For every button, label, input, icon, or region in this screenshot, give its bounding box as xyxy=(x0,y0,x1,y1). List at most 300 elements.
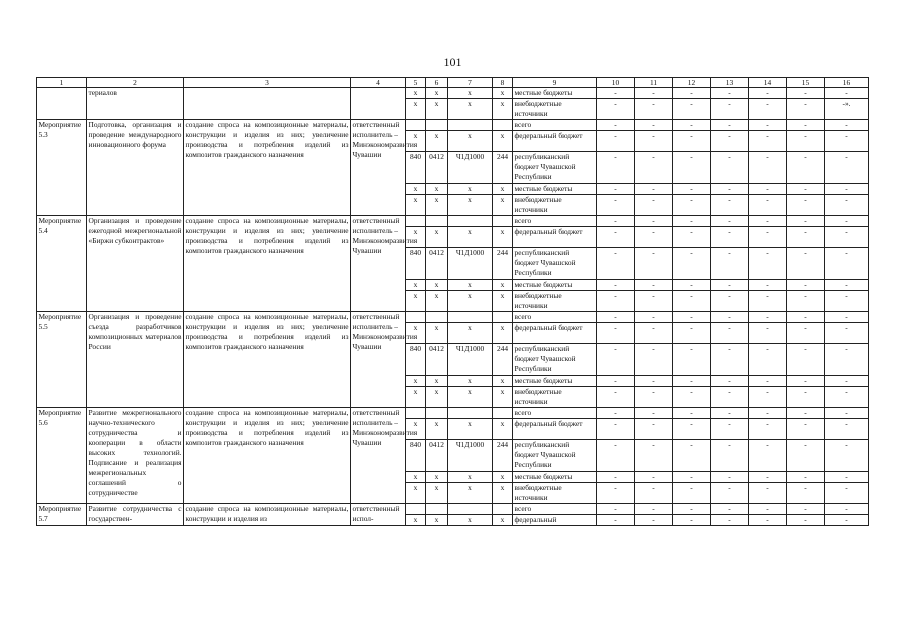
measure-label-cell xyxy=(37,88,87,120)
funding-value-cell: - xyxy=(825,291,869,312)
budget-code-cell xyxy=(406,312,426,323)
funding-value-cell: - xyxy=(711,99,749,120)
funding-value-cell: - xyxy=(635,419,673,440)
funding-source-cell: внебюджетные источники xyxy=(513,483,597,504)
expected-result-cell: создание спроса на композиционные материалы, конструкции и изделия из них; увеличение производства и потребления изделий из композитов гражданского назначения xyxy=(184,120,351,216)
funding-source-cell: внебюджетные источники xyxy=(513,99,597,120)
budget-code-cell: х xyxy=(493,376,513,387)
expected-result-cell: создание спроса на композиционные материалы, конструкции и изделия из xyxy=(184,504,351,526)
budget-code-cell: х xyxy=(493,184,513,195)
funding-source-cell: внебюджетные источники xyxy=(513,387,597,408)
funding-source-cell: федеральный бюджет xyxy=(513,131,597,152)
funding-value-cell: - xyxy=(711,515,749,526)
funding-value-cell: - xyxy=(597,131,635,152)
funding-value-cell: - xyxy=(597,323,635,344)
budget-code-cell: х xyxy=(406,323,426,344)
budget-code-cell: х xyxy=(426,376,448,387)
funding-value-cell: - xyxy=(749,195,787,216)
column-number-cell: 10 xyxy=(597,78,635,88)
funding-value-cell: - xyxy=(825,131,869,152)
funding-value-cell: - xyxy=(597,483,635,504)
column-number-cell: 11 xyxy=(635,78,673,88)
funding-value-cell: - xyxy=(711,216,749,227)
funding-value-cell: - xyxy=(749,280,787,291)
funding-source-cell: республиканский бюджет Чувашской Республики xyxy=(513,248,597,280)
budget-code-cell xyxy=(426,216,448,227)
funding-value-cell: - xyxy=(749,344,787,376)
funding-value-cell: - xyxy=(711,312,749,323)
funding-value-cell: - xyxy=(787,408,825,419)
funding-value-cell: - xyxy=(749,184,787,195)
funding-source-cell: всего xyxy=(513,408,597,419)
funding-value-cell: - xyxy=(787,184,825,195)
budget-code-cell xyxy=(406,216,426,227)
funding-value-cell: - xyxy=(673,99,711,120)
measure-name-cell: Развитие сотрудничества с государствен- xyxy=(87,504,184,526)
funding-source-cell: местные бюджеты xyxy=(513,472,597,483)
funding-value-cell: - xyxy=(749,131,787,152)
funding-source-cell: республиканский бюджет Чувашской Республики xyxy=(513,344,597,376)
budget-code-cell: х xyxy=(426,419,448,440)
funding-value-cell: - xyxy=(825,376,869,387)
budget-code-cell xyxy=(406,504,426,515)
budget-code-cell: х xyxy=(448,88,493,99)
budget-code-cell: х xyxy=(448,131,493,152)
budget-code-cell: 244 xyxy=(493,344,513,376)
budget-code-cell: 244 xyxy=(493,248,513,280)
budget-code-cell: х xyxy=(426,195,448,216)
funding-value-cell: - xyxy=(825,152,869,184)
budget-code-cell: х xyxy=(406,227,426,248)
funding-value-cell: - xyxy=(635,227,673,248)
funding-value-cell: - xyxy=(787,323,825,344)
measure-label-cell: Мероприятие 5.5 xyxy=(37,312,87,408)
funding-value-cell: - xyxy=(597,472,635,483)
program-measures-table xyxy=(36,77,869,526)
funding-value-cell: - xyxy=(825,248,869,280)
funding-value-cell: - xyxy=(711,440,749,472)
budget-code-cell: 244 xyxy=(493,440,513,472)
budget-code-cell: х xyxy=(448,483,493,504)
measure-name-cell: териалов xyxy=(87,88,184,120)
budget-code-cell: х xyxy=(493,387,513,408)
budget-code-cell: х xyxy=(406,376,426,387)
funding-source-cell: федеральный бюджет xyxy=(513,227,597,248)
budget-code-cell xyxy=(448,408,493,419)
funding-value-cell: - xyxy=(711,184,749,195)
column-number-cell: 14 xyxy=(749,78,787,88)
budget-code-cell: х xyxy=(448,387,493,408)
measure-label-cell: Мероприятие 5.3 xyxy=(37,120,87,216)
budget-code-cell xyxy=(448,120,493,131)
funding-value-cell: - xyxy=(787,195,825,216)
funding-value-cell: - xyxy=(711,504,749,515)
funding-value-cell: - xyxy=(673,472,711,483)
funding-value-cell: - xyxy=(635,515,673,526)
funding-value-cell: - xyxy=(825,227,869,248)
funding-value-cell: - xyxy=(711,131,749,152)
funding-value-cell: - xyxy=(597,419,635,440)
budget-code-cell: х xyxy=(448,323,493,344)
funding-value-cell: - xyxy=(597,184,635,195)
funding-source-cell: местные бюджеты xyxy=(513,88,597,99)
funding-value-cell: - xyxy=(673,344,711,376)
funding-value-cell: - xyxy=(673,440,711,472)
funding-value-cell: - xyxy=(673,515,711,526)
expected-result-cell xyxy=(184,88,351,120)
table-row xyxy=(37,408,869,419)
column-number-cell: 8 xyxy=(493,78,513,88)
executor-cell: ответственный исполнитель – Минэкономразвития Чувашии xyxy=(351,120,406,216)
table-row xyxy=(37,88,869,99)
funding-value-cell: - xyxy=(749,88,787,99)
budget-code-cell: х xyxy=(426,515,448,526)
funding-value-cell: - xyxy=(825,312,869,323)
budget-code-cell: Ч1Д1000 xyxy=(448,152,493,184)
funding-value-cell: - xyxy=(787,387,825,408)
funding-value-cell: - xyxy=(597,344,635,376)
budget-code-cell: х xyxy=(448,376,493,387)
funding-value-cell: - xyxy=(825,483,869,504)
funding-source-cell: федеральный xyxy=(513,515,597,526)
funding-value-cell: - xyxy=(749,504,787,515)
budget-code-cell: х xyxy=(406,99,426,120)
budget-code-cell: х xyxy=(426,323,448,344)
funding-value-cell: - xyxy=(711,88,749,99)
budget-code-cell: х xyxy=(448,227,493,248)
funding-value-cell: - xyxy=(749,323,787,344)
budget-code-cell xyxy=(493,504,513,515)
column-number-cell: 15 xyxy=(787,78,825,88)
budget-code-cell: х xyxy=(406,280,426,291)
funding-value-cell: - xyxy=(825,216,869,227)
budget-code-cell: х xyxy=(493,515,513,526)
funding-value-cell: - xyxy=(749,419,787,440)
budget-code-cell: х xyxy=(406,387,426,408)
funding-source-cell: федеральный бюджет xyxy=(513,419,597,440)
funding-value-cell: - xyxy=(635,387,673,408)
funding-value-cell: - xyxy=(597,291,635,312)
budget-code-cell xyxy=(493,312,513,323)
funding-value-cell: - xyxy=(787,216,825,227)
budget-code-cell: х xyxy=(406,88,426,99)
budget-code-cell: х xyxy=(406,515,426,526)
budget-code-cell: х xyxy=(426,88,448,99)
executor-cell xyxy=(351,88,406,120)
funding-value-cell: - xyxy=(673,216,711,227)
column-number-cell: 13 xyxy=(711,78,749,88)
funding-value-cell: - xyxy=(825,419,869,440)
budget-code-cell: х xyxy=(448,99,493,120)
funding-value-cell: - xyxy=(711,376,749,387)
funding-value-cell: - xyxy=(635,376,673,387)
measure-label-cell: Мероприятие 5.7 xyxy=(37,504,87,526)
funding-value-cell: - xyxy=(825,120,869,131)
funding-value-cell: - xyxy=(787,483,825,504)
budget-code-cell: 0412 xyxy=(426,248,448,280)
measure-name-cell: Организация и проведение ежегодной межрегиональной «Биржи субконтрактов» xyxy=(87,216,184,312)
funding-value-cell: - xyxy=(635,483,673,504)
budget-code-cell xyxy=(426,504,448,515)
budget-code-cell xyxy=(406,120,426,131)
budget-code-cell: х xyxy=(448,291,493,312)
funding-value-cell: - xyxy=(749,99,787,120)
funding-value-cell: - xyxy=(635,120,673,131)
funding-source-cell: всего xyxy=(513,312,597,323)
budget-code-cell xyxy=(448,312,493,323)
column-number-cell: 3 xyxy=(184,78,351,88)
table-row xyxy=(37,216,869,227)
funding-source-cell: местные бюджеты xyxy=(513,280,597,291)
budget-code-cell: х xyxy=(493,227,513,248)
funding-value-cell: - xyxy=(825,88,869,99)
budget-code-cell: 0412 xyxy=(426,152,448,184)
funding-value-cell: - xyxy=(673,280,711,291)
funding-value-cell: - xyxy=(673,195,711,216)
funding-value-cell: - xyxy=(749,227,787,248)
funding-value-cell: - xyxy=(635,216,673,227)
budget-code-cell: х xyxy=(493,88,513,99)
page-number: 101 xyxy=(443,55,462,69)
funding-value-cell: - xyxy=(749,387,787,408)
budget-code-cell xyxy=(406,408,426,419)
budget-code-cell: 0412 xyxy=(426,344,448,376)
funding-value-cell: - xyxy=(673,131,711,152)
funding-value-cell: - xyxy=(711,408,749,419)
funding-source-cell: местные бюджеты xyxy=(513,184,597,195)
budget-code-cell: х xyxy=(406,419,426,440)
budget-code-cell: х xyxy=(406,131,426,152)
funding-value-cell: - xyxy=(749,376,787,387)
budget-code-cell: х xyxy=(448,419,493,440)
budget-code-cell: Ч1Д1000 xyxy=(448,440,493,472)
budget-code-cell: х xyxy=(493,195,513,216)
funding-value-cell: - xyxy=(597,387,635,408)
table-row xyxy=(37,504,869,515)
funding-value-cell: - xyxy=(825,515,869,526)
funding-value-cell: - xyxy=(673,152,711,184)
funding-value-cell: - xyxy=(825,195,869,216)
budget-code-cell: х xyxy=(426,280,448,291)
funding-value-cell: - xyxy=(635,312,673,323)
table-row xyxy=(37,120,869,131)
funding-value-cell: - xyxy=(787,515,825,526)
funding-value-cell: - xyxy=(673,387,711,408)
funding-value-cell: - xyxy=(597,515,635,526)
funding-value-cell: - xyxy=(597,248,635,280)
funding-value-cell: - xyxy=(787,88,825,99)
funding-value-cell: - xyxy=(597,195,635,216)
funding-value-cell: - xyxy=(787,376,825,387)
funding-value-cell: - xyxy=(711,280,749,291)
funding-value-cell: - xyxy=(597,99,635,120)
funding-value-cell: - xyxy=(787,248,825,280)
funding-value-cell: - xyxy=(673,419,711,440)
funding-value-cell: - xyxy=(749,216,787,227)
budget-code-cell: 840 xyxy=(406,344,426,376)
funding-value-cell: - xyxy=(749,472,787,483)
budget-code-cell xyxy=(493,408,513,419)
budget-code-cell: х xyxy=(493,280,513,291)
funding-source-cell: всего xyxy=(513,504,597,515)
funding-value-cell: - xyxy=(787,291,825,312)
column-number-cell: 6 xyxy=(426,78,448,88)
funding-value-cell: - xyxy=(787,419,825,440)
executor-cell: ответственный исполнитель – Минэкономразвития Чувашии xyxy=(351,216,406,312)
column-number-cell: 5 xyxy=(406,78,426,88)
funding-value-cell: - xyxy=(673,483,711,504)
funding-value-cell: - xyxy=(749,291,787,312)
funding-value-cell: - xyxy=(711,387,749,408)
funding-value-cell: - xyxy=(597,216,635,227)
executor-cell: ответственный исполнитель – Минэкономразвития Чувашии xyxy=(351,408,406,504)
funding-value-cell: - xyxy=(825,280,869,291)
funding-value-cell: - xyxy=(673,248,711,280)
funding-value-cell: - xyxy=(711,323,749,344)
budget-code-cell: х xyxy=(426,227,448,248)
funding-value-cell: - xyxy=(673,323,711,344)
funding-source-cell: всего xyxy=(513,120,597,131)
table-row xyxy=(37,312,869,323)
budget-code-cell: х xyxy=(493,131,513,152)
column-number-cell: 9 xyxy=(513,78,597,88)
funding-value-cell: - xyxy=(673,376,711,387)
budget-code-cell: х xyxy=(426,291,448,312)
funding-source-cell: внебюджетные источники xyxy=(513,291,597,312)
measure-name-cell: Организация и проведение съезда разработчиков композиционных материалов России xyxy=(87,312,184,408)
funding-value-cell: - xyxy=(597,88,635,99)
funding-value-cell: - xyxy=(635,152,673,184)
funding-value-cell: - xyxy=(825,387,869,408)
funding-value-cell: - xyxy=(673,120,711,131)
budget-code-cell: 840 xyxy=(406,440,426,472)
funding-value-cell: - xyxy=(597,227,635,248)
funding-value-cell: - xyxy=(597,312,635,323)
budget-code-cell: х xyxy=(426,99,448,120)
funding-value-cell: - xyxy=(635,472,673,483)
funding-value-cell: - xyxy=(673,184,711,195)
funding-value-cell: - xyxy=(787,280,825,291)
budget-code-cell: х xyxy=(406,195,426,216)
funding-value-cell: - xyxy=(787,344,825,376)
funding-value-cell: - xyxy=(635,195,673,216)
funding-source-cell: республиканский бюджет Чувашской Республики xyxy=(513,440,597,472)
budget-code-cell: х xyxy=(493,483,513,504)
column-number-cell: 12 xyxy=(673,78,711,88)
budget-code-cell: х xyxy=(493,323,513,344)
funding-value-cell: - xyxy=(597,152,635,184)
funding-value-cell: - xyxy=(673,227,711,248)
funding-value-cell: - xyxy=(711,195,749,216)
executor-cell: ответственный исполнитель – Минэкономразвития Чувашии xyxy=(351,312,406,408)
funding-value-cell: - xyxy=(635,504,673,515)
funding-value-cell: - xyxy=(635,248,673,280)
column-number-cell: 4 xyxy=(351,78,406,88)
funding-value-cell: - xyxy=(597,440,635,472)
funding-value-cell: - xyxy=(749,152,787,184)
funding-value-cell: - xyxy=(635,344,673,376)
measure-name-cell: Развитие межрегионального научно-технического сотрудничества и кооперации в области высоких технологий. Подписание и реализация межрегиональных соглашений о сотрудничестве xyxy=(87,408,184,504)
funding-value-cell: - xyxy=(673,408,711,419)
funding-value-cell: - xyxy=(787,227,825,248)
budget-code-cell: х xyxy=(406,483,426,504)
funding-value-cell: - xyxy=(635,440,673,472)
funding-value-cell: - xyxy=(787,131,825,152)
budget-code-cell: х xyxy=(448,472,493,483)
funding-value-cell: - xyxy=(635,99,673,120)
budget-code-cell: 0412 xyxy=(426,440,448,472)
budget-code-cell: х xyxy=(426,387,448,408)
funding-value-cell: - xyxy=(597,504,635,515)
funding-value-cell: - xyxy=(825,184,869,195)
funding-value-cell: - xyxy=(825,323,869,344)
budget-code-cell: 840 xyxy=(406,248,426,280)
funding-value-cell: - xyxy=(749,312,787,323)
funding-value-cell: - xyxy=(635,408,673,419)
funding-value-cell: - xyxy=(711,291,749,312)
funding-value-cell: - xyxy=(825,440,869,472)
column-number-cell: 7 xyxy=(448,78,493,88)
funding-value-cell: - xyxy=(711,472,749,483)
budget-code-cell xyxy=(426,408,448,419)
funding-value-cell: - xyxy=(749,408,787,419)
funding-source-cell: внебюджетные источники xyxy=(513,195,597,216)
budget-code-cell: х xyxy=(426,483,448,504)
funding-value-cell: - xyxy=(597,120,635,131)
budget-code-cell xyxy=(426,120,448,131)
budget-code-cell: х xyxy=(426,131,448,152)
budget-code-cell: х xyxy=(448,280,493,291)
funding-value-cell: - xyxy=(787,504,825,515)
funding-value-cell: - xyxy=(635,184,673,195)
column-number-row xyxy=(37,78,869,88)
budget-code-cell: х xyxy=(448,195,493,216)
funding-value-cell: - xyxy=(749,248,787,280)
funding-source-cell: республиканский бюджет Чувашской Республики xyxy=(513,152,597,184)
budget-code-cell xyxy=(493,216,513,227)
column-number-cell: 1 xyxy=(37,78,87,88)
measure-name-cell: Подготовка, организация и проведение международного инновационного форума xyxy=(87,120,184,216)
funding-value-cell: - xyxy=(825,472,869,483)
budget-code-cell xyxy=(426,312,448,323)
budget-code-cell: х xyxy=(493,419,513,440)
funding-value-cell: - xyxy=(749,515,787,526)
funding-value-cell: - xyxy=(711,152,749,184)
budget-code-cell: х xyxy=(448,184,493,195)
executor-cell: ответственный испол- xyxy=(351,504,406,526)
funding-value-cell: -». xyxy=(825,99,869,120)
funding-value-cell: - xyxy=(635,88,673,99)
funding-value-cell: - xyxy=(787,472,825,483)
funding-source-cell: местные бюджеты xyxy=(513,376,597,387)
funding-source-cell: федеральный бюджет xyxy=(513,323,597,344)
funding-value-cell: - xyxy=(635,323,673,344)
expected-result-cell: создание спроса на композиционные материалы, конструкции и изделия из них; увеличение производства и потребления изделий из композитов гражданского назначения xyxy=(184,408,351,504)
funding-value-cell: - xyxy=(597,408,635,419)
funding-value-cell: - xyxy=(711,483,749,504)
column-number-cell: 2 xyxy=(87,78,184,88)
budget-code-cell: Ч1Д1000 xyxy=(448,248,493,280)
expected-result-cell: создание спроса на композиционные материалы, конструкции и изделия из них; увеличение производства и потребления изделий из композитов гражданского назначения xyxy=(184,216,351,312)
column-number-cell: 16 xyxy=(825,78,869,88)
budget-code-cell: х xyxy=(493,99,513,120)
funding-value-cell: - xyxy=(635,131,673,152)
budget-code-cell: х xyxy=(406,184,426,195)
budget-code-cell: Ч1Д1000 xyxy=(448,344,493,376)
funding-value-cell: - xyxy=(825,504,869,515)
funding-value-cell: - xyxy=(787,312,825,323)
funding-value-cell: - xyxy=(749,483,787,504)
